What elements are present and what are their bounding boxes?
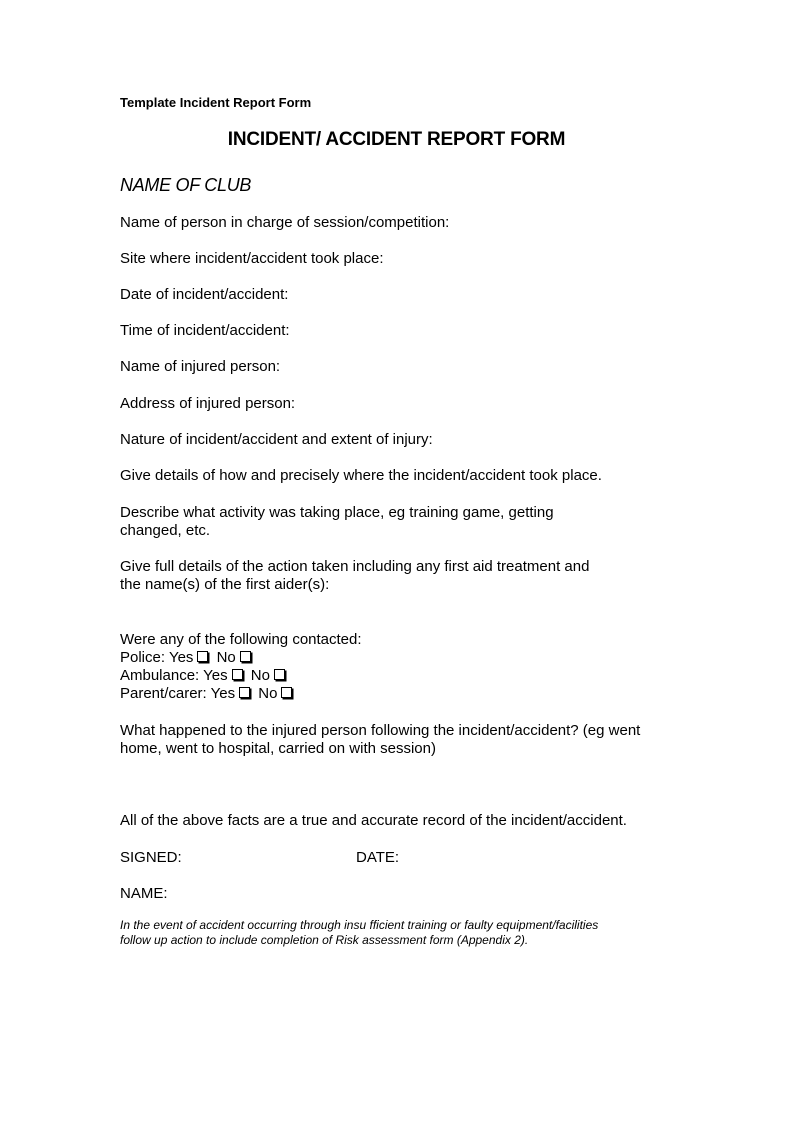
contacted-row-police	[120, 649, 255, 667]
signed-label: SIGNED:	[120, 849, 182, 866]
parent-no-checkbox[interactable]	[281, 687, 292, 698]
field-incident-details: Give details of how and precisely where the incident/accident took place.	[120, 467, 602, 484]
footnote	[120, 918, 680, 948]
contact-label: Police:	[120, 649, 166, 666]
field-nature-of-injury: Nature of incident/accident and extent of injury:	[120, 431, 433, 448]
field-activity-line-1: Describe what activity was taking place, eg training game, getting	[120, 504, 554, 521]
footnote-line-2: follow up action to include completion of Risk assessment form (Appendix 2).	[120, 933, 529, 947]
field-time: Time of incident/accident:	[120, 322, 290, 339]
followup-line-1: What happened to the injured person following the incident/accident? (eg went	[120, 722, 641, 739]
yes-label: Yes	[210, 685, 236, 702]
form-main-title: INCIDENT/ ACCIDENT REPORT FORM	[227, 129, 566, 150]
template-title: Template Incident Report Form	[120, 95, 312, 110]
no-label: No	[216, 649, 236, 666]
no-label: No	[250, 667, 270, 684]
ambulance-yes-checkbox[interactable]	[232, 669, 243, 680]
followup-line-2: home, went to hospital, carried on with session)	[120, 740, 436, 757]
contact-label: Ambulance:	[120, 667, 200, 684]
field-person-in-charge: Name of person in charge of session/competition:	[120, 214, 450, 231]
yes-label: Yes	[168, 649, 194, 666]
no-label: No	[258, 685, 278, 702]
report-form-page	[120, 0, 740, 1122]
ambulance-no-checkbox[interactable]	[274, 669, 285, 680]
field-injured-address: Address of injured person:	[120, 395, 296, 412]
police-yes-checkbox[interactable]	[197, 651, 208, 662]
field-action-line-2: the name(s) of the first aider(s):	[120, 576, 330, 593]
field-action-line-1: Give full details of the action taken including any first aid treatment and	[120, 558, 590, 575]
declaration-text: All of the above facts are a true and accurate record of the incident/accident.	[120, 812, 627, 829]
contacted-row-ambulance	[120, 667, 289, 685]
club-name-heading: NAME OF CLUB	[120, 175, 252, 195]
name-label: NAME:	[120, 885, 168, 902]
footnote-line-1: In the event of accident occurring through insu fficient training or faulty equipment/facilities	[120, 918, 599, 932]
field-injured-name: Name of injured person:	[120, 358, 281, 375]
parent-yes-checkbox[interactable]	[239, 687, 250, 698]
date-label: DATE:	[356, 849, 400, 866]
field-site: Site where incident/accident took place:	[120, 250, 384, 267]
field-activity-line-2: changed, etc.	[120, 522, 211, 539]
yes-label: Yes	[203, 667, 228, 684]
contact-label: Parent/carer:	[120, 685, 207, 702]
contacted-question: Were any of the following contacted:	[120, 631, 362, 648]
field-date: Date of incident/accident:	[120, 286, 289, 303]
police-no-checkbox[interactable]	[240, 651, 251, 662]
contacted-row-parent-carer	[120, 685, 296, 703]
